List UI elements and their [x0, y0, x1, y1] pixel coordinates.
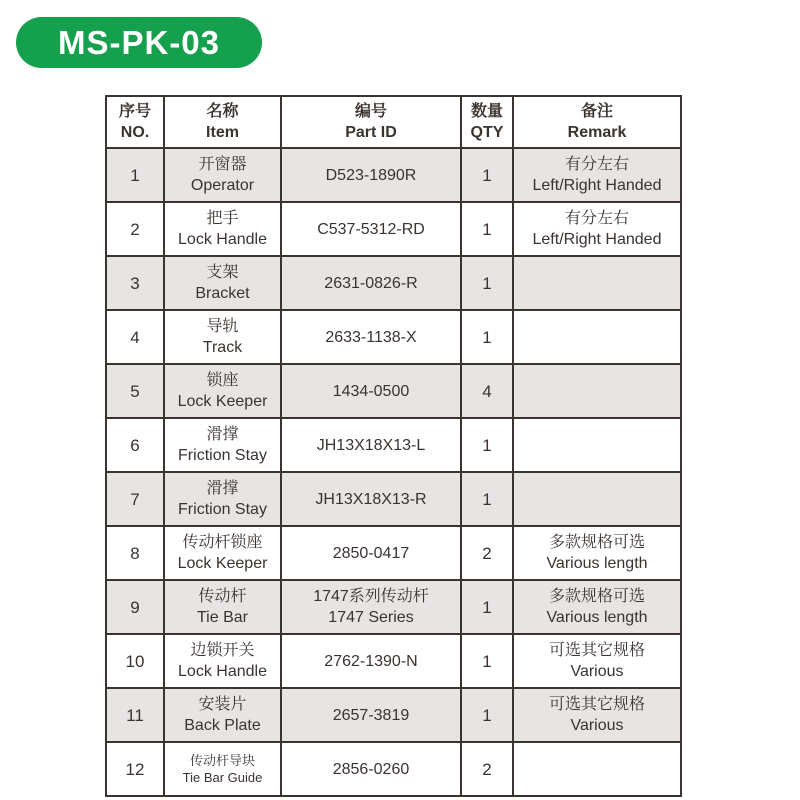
cell-part-id: 1434-0500: [281, 364, 461, 418]
table-row: [106, 202, 681, 256]
table-row: [106, 742, 681, 796]
cell-qty: 2: [461, 526, 513, 580]
cell-remark: 可选其它规格 Various: [513, 688, 681, 742]
cell-qty: 1: [461, 634, 513, 688]
cell-part-id: 2657-3819: [281, 688, 461, 742]
cell-remark: 多款规格可选 Various length: [513, 526, 681, 580]
table-row: [106, 418, 681, 472]
cell-part-id: D523-1890R: [281, 148, 461, 202]
cell-item: 传动杆 Tie Bar: [164, 580, 281, 634]
header-part-id: [281, 96, 461, 148]
cell-qty: 1: [461, 148, 513, 202]
cell-qty: 1: [461, 202, 513, 256]
header-no-zh: 序号: [118, 103, 151, 120]
cell-qty: 4: [461, 364, 513, 418]
header-part-id-en: Part ID: [345, 124, 397, 141]
cell-qty: 1: [461, 688, 513, 742]
table-row: [106, 688, 681, 742]
model-badge-label: MS-PK-03: [57, 23, 221, 61]
cell-no: 6: [106, 418, 164, 472]
cell-item: 传动杆导块 Tie Bar Guide: [164, 742, 281, 796]
cell-remark: 多款规格可选 Various length: [513, 580, 681, 634]
header-qty: [461, 96, 513, 148]
cell-item: 锁座 Lock Keeper: [164, 364, 281, 418]
cell-remark: [513, 310, 681, 364]
cell-part-id: 2631-0826-R: [281, 256, 461, 310]
cell-item: 边锁开关 Lock Handle: [164, 634, 281, 688]
parts-table-body: [106, 148, 681, 796]
table-row: [106, 310, 681, 364]
header-qty-en: QTY: [470, 124, 504, 141]
parts-table: [105, 95, 682, 797]
cell-remark: [513, 418, 681, 472]
cell-qty: 1: [461, 310, 513, 364]
cell-no: 8: [106, 526, 164, 580]
cell-item: 滑撑 Friction Stay: [164, 472, 281, 526]
table-row: [106, 148, 681, 202]
cell-no: 1: [106, 148, 164, 202]
cell-item: 支架 Bracket: [164, 256, 281, 310]
header-row: [106, 96, 681, 148]
cell-remark: [513, 742, 681, 796]
cell-qty: 1: [461, 256, 513, 310]
cell-no: 5: [106, 364, 164, 418]
cell-part-id: JH13X18X13-R: [281, 472, 461, 526]
cell-part-id: C537-5312-RD: [281, 202, 461, 256]
header-qty-zh: 数量: [470, 103, 503, 120]
cell-item: 滑撑 Friction Stay: [164, 418, 281, 472]
header-part-id-zh: 编号: [354, 103, 387, 120]
table-row: [106, 256, 681, 310]
table-row: [106, 526, 681, 580]
cell-no: 3: [106, 256, 164, 310]
cell-no: 12: [106, 742, 164, 796]
table-row: [106, 364, 681, 418]
header-remark-en: Remark: [567, 124, 627, 141]
parts-table-header: [106, 96, 681, 148]
header-remark-zh: 备注: [580, 103, 613, 120]
cell-qty: 1: [461, 580, 513, 634]
cell-remark: [513, 364, 681, 418]
cell-remark: 有分左右 Left/Right Handed: [513, 148, 681, 202]
cell-part-id: 2856-0260: [281, 742, 461, 796]
cell-item: 开窗器 Operator: [164, 148, 281, 202]
cell-part-id: 2762-1390-N: [281, 634, 461, 688]
cell-item: 导轨 Track: [164, 310, 281, 364]
table-row: [106, 472, 681, 526]
header-remark: [513, 96, 681, 148]
cell-no: 7: [106, 472, 164, 526]
model-badge: [16, 17, 262, 68]
cell-item: 安装片 Back Plate: [164, 688, 281, 742]
cell-no: 4: [106, 310, 164, 364]
header-item: [164, 96, 281, 148]
cell-remark: [513, 256, 681, 310]
table-row: [106, 634, 681, 688]
cell-qty: 1: [461, 418, 513, 472]
cell-part-id: 1747系列传动杆 1747 Series: [281, 580, 461, 634]
cell-item: 把手 Lock Handle: [164, 202, 281, 256]
cell-no: 11: [106, 688, 164, 742]
cell-remark: [513, 472, 681, 526]
table-row: [106, 580, 681, 634]
cell-no: 2: [106, 202, 164, 256]
cell-qty: 1: [461, 472, 513, 526]
cell-part-id: JH13X18X13-L: [281, 418, 461, 472]
cell-no: 10: [106, 634, 164, 688]
cell-no: 9: [106, 580, 164, 634]
cell-part-id: 2850-0417: [281, 526, 461, 580]
header-item-en: Item: [206, 124, 239, 141]
cell-remark: 可选其它规格 Various: [513, 634, 681, 688]
cell-part-id: 2633-1138-X: [281, 310, 461, 364]
header-no-en: NO.: [120, 124, 150, 141]
header-item-zh: 名称: [206, 103, 239, 120]
cell-item: 传动杆锁座 Lock Keeper: [164, 526, 281, 580]
header-no: [106, 96, 164, 148]
cell-qty: 2: [461, 742, 513, 796]
cell-remark: 有分左右 Left/Right Handed: [513, 202, 681, 256]
